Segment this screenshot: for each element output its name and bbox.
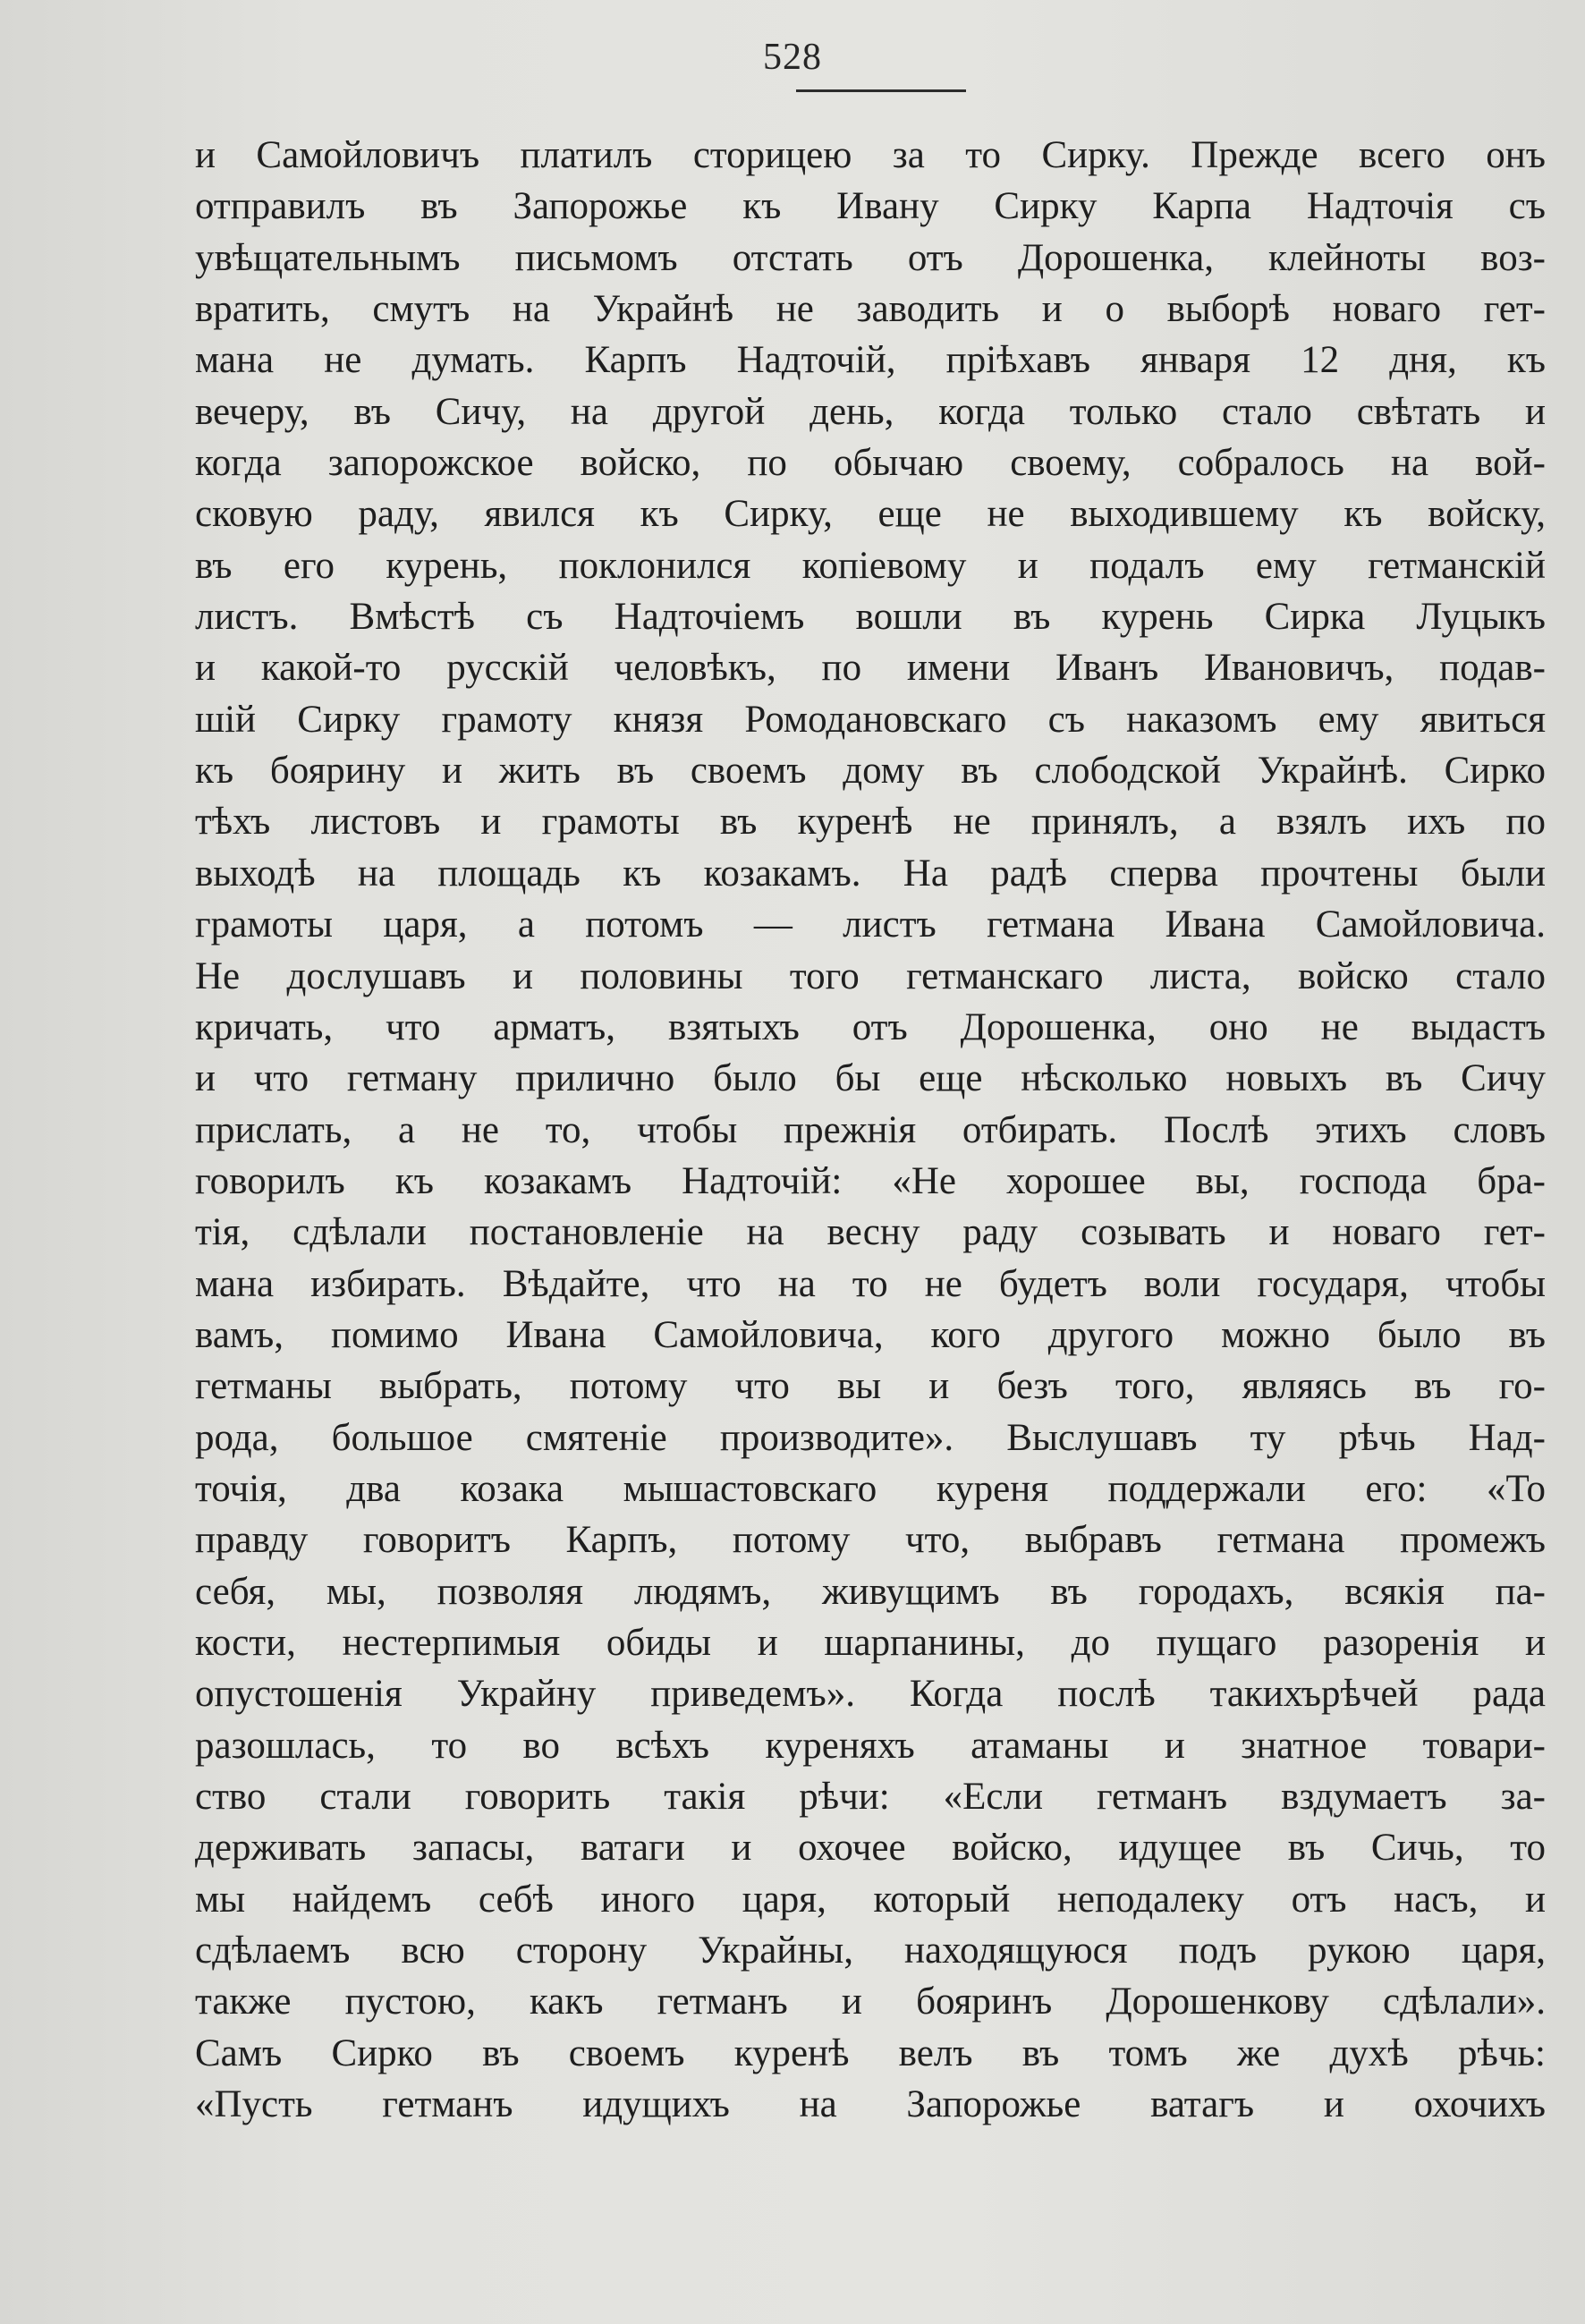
- text-line: сковую раду, явился къ Сирку, еще не выходившему къ войску,: [195, 493, 1546, 536]
- text-line: вечеру, въ Сичу, на другой день, когда только стало свѣтать и: [195, 390, 1546, 433]
- text-line: мана не думать. Карпъ Надточій, пріѣхавъ января 12 дня, къ: [195, 339, 1546, 382]
- text-line: и какой-то русскій человѣкъ, по имени Иванъ Ивановичъ, подав-: [195, 647, 1546, 690]
- page-number: 528: [763, 37, 822, 78]
- text-line: также пустою, какъ гетманъ и бояринъ Дорошенкову сдѣлали».: [195, 1980, 1546, 2023]
- text-line: вамъ, помимо Ивана Самойловича, кого другого можно было въ: [195, 1313, 1546, 1356]
- text-line: ство стали говорить такія рѣчи: «Если гетманъ вздумаетъ за-: [195, 1776, 1546, 1818]
- text-line: вратить, смутъ на Украйнѣ не заводить и о выборѣ новаго гет-: [195, 288, 1546, 331]
- text-line: Не дослушавъ и половины того гетманскаго листа, войско стало: [195, 954, 1546, 997]
- text-line: себя, мы, позволяя людямъ, живущимъ въ городахъ, всякія па-: [195, 1570, 1546, 1613]
- text-line: прислать, а не то, чтобы прежнія отбирать. Послѣ этихъ словъ: [195, 1108, 1546, 1151]
- text-line: тѣхъ листовъ и грамоты въ куренѣ не принялъ, а взялъ ихъ по: [195, 801, 1546, 844]
- text-line: говорилъ къ козакамъ Надточій: «Не хорошее вы, господа бра-: [195, 1159, 1546, 1202]
- text-line: грамоты царя, а потомъ — листъ гетмана Ивана Самойловича.: [195, 903, 1546, 946]
- text-line: отправилъ въ Запорожье къ Ивану Сирку Карпа Надточія съ: [195, 185, 1546, 228]
- text-line: опустошенія Украйну приведемъ». Когда послѣ такихърѣчей рада: [195, 1673, 1546, 1716]
- text-line: тія, сдѣлали постановленіе на весну раду созывать и новаго гет-: [195, 1211, 1546, 1254]
- text-line: рода, большое смятеніе производите». Выслушавъ ту рѣчь Над-: [195, 1416, 1546, 1459]
- text-line: держивать запасы, ватаги и охочее войско, идущее въ Сичь, то: [195, 1827, 1546, 1870]
- text-line: листъ. Вмѣстѣ съ Надточіемъ вошли въ курень Сирка Луцыкъ: [195, 596, 1546, 639]
- text-line: и Самойловичъ платилъ сторицею за то Сирку. Прежде всего онъ: [195, 134, 1546, 176]
- text-line: «Пусть гетманъ идущихъ на Запорожье ватагъ и охочихъ: [195, 2083, 1546, 2126]
- text-line: выходѣ на площадь къ козакамъ. На радѣ сперва прочтены были: [195, 852, 1546, 895]
- text-line: разошлась, то во всѣхъ куреняхъ атаманы и знатное товари-: [195, 1724, 1546, 1767]
- text-line: гетманы выбрать, потому что вы и безъ того, являясь въ го-: [195, 1365, 1546, 1408]
- text-line: мы найдемъ себѣ иного царя, который неподалеку отъ насъ, и: [195, 1878, 1546, 1921]
- text-line: точія, два козака мышастовскаго куреня поддержали его: «То: [195, 1467, 1546, 1510]
- text-line: правду говоритъ Карпъ, потому что, выбравъ гетмана промежъ: [195, 1519, 1546, 1562]
- text-line: шій Сирку грамоту князя Ромодановскаго съ наказомъ ему явиться: [195, 698, 1546, 741]
- header-rule: [796, 89, 966, 92]
- text-line: когда запорожское войско, по обычаю своему, собралось на вой-: [195, 442, 1546, 485]
- text-line: увѣщательнымъ письмомъ отстать отъ Дорошенка, клейноты воз-: [195, 236, 1546, 279]
- text-line: кричать, что арматъ, взятыхъ отъ Дорошенка, оно не выдастъ: [195, 1005, 1546, 1048]
- text-line: въ его курень, поклонился копіевому и подалъ ему гетманскій: [195, 544, 1546, 587]
- text-line: мана избирать. Вѣдайте, что на то не будетъ воли государя, чтобы: [195, 1262, 1546, 1305]
- text-line: Самъ Сирко въ своемъ куренѣ велъ въ томъ же духѣ рѣчь:: [195, 2031, 1546, 2074]
- body-text: [195, 130, 1546, 2130]
- text-line: къ боярину и жить въ своемъ дому въ слободской Украйнѣ. Сирко: [195, 750, 1546, 793]
- text-line: кости, нестерпимыя обиды и шарпанины, до пущаго разоренія и: [195, 1621, 1546, 1664]
- text-line: сдѣлаемъ всю сторону Украйны, находящуюся подъ рукою царя,: [195, 1930, 1546, 1972]
- text-line: и что гетману прилично было бы еще нѣсколько новыхъ въ Сичу: [195, 1057, 1546, 1100]
